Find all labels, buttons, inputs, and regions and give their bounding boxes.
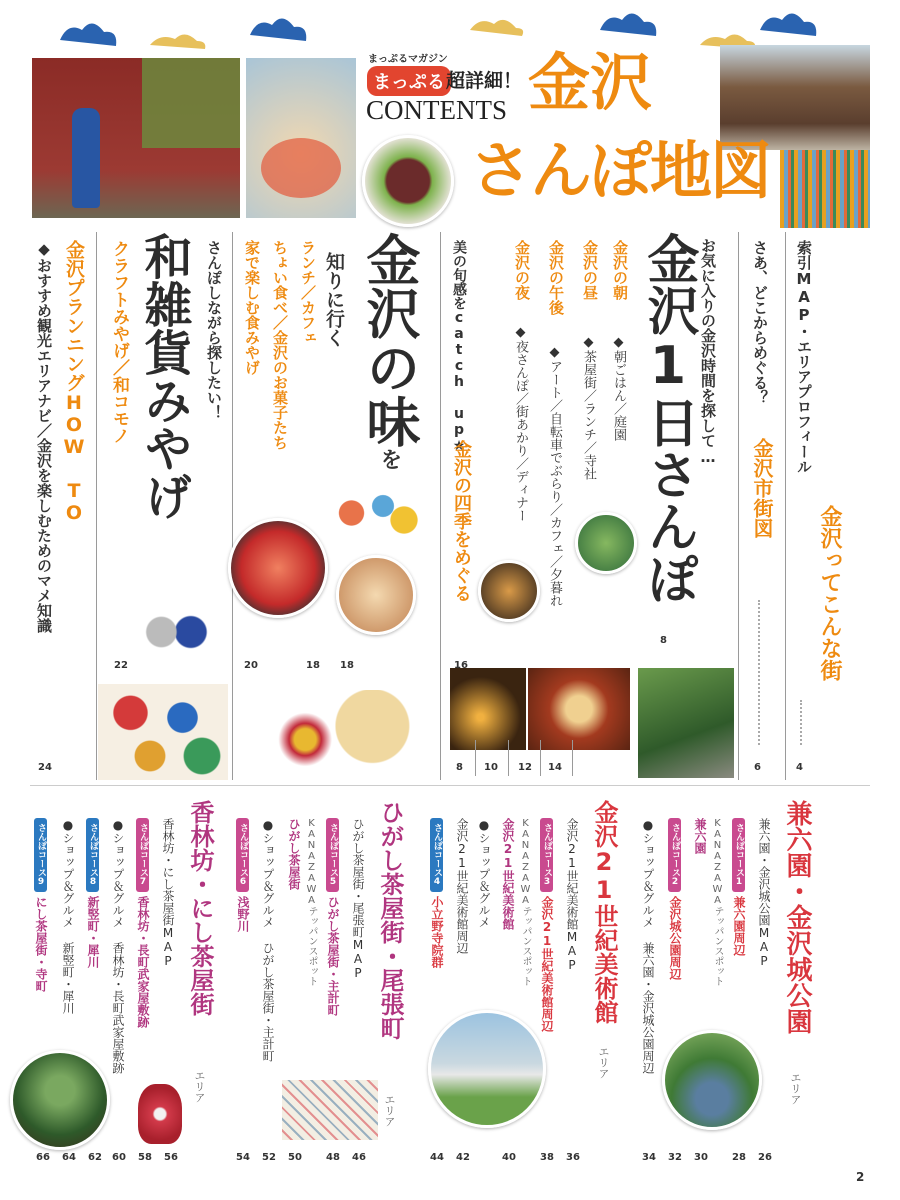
page-number: 60	[112, 1152, 126, 1163]
garden-path-photo	[638, 668, 734, 778]
entry6-title[interactable]: 和雑貨みやげ	[136, 232, 192, 520]
leader-dots	[800, 700, 802, 745]
page-number: 24	[38, 762, 52, 773]
column-divider	[738, 232, 739, 780]
page-number: 28	[732, 1152, 746, 1163]
zenzai-photo	[528, 668, 630, 750]
honey-pots-photo	[320, 478, 425, 548]
page-number: 40	[502, 1152, 516, 1163]
tick	[572, 740, 573, 776]
column-divider	[232, 232, 233, 780]
page-number: 66	[36, 1152, 50, 1163]
page-number: 22	[114, 660, 128, 671]
entry5-subtitle: 知りに行く	[323, 252, 345, 347]
page-number: 20	[244, 660, 258, 671]
page-number: 64	[62, 1152, 76, 1163]
page-number: 62	[88, 1152, 102, 1163]
entry3-item1-label: 金沢の朝	[611, 240, 629, 300]
page-number: 14	[548, 762, 562, 773]
tepan-label: KANAZAWAテッパンスポット	[306, 818, 317, 986]
garden-teahouse-circle-photo	[10, 1050, 110, 1150]
course-badge: さんぽコース5	[326, 818, 339, 892]
entry6-subtitle: さんぽしながら探したい！	[205, 240, 223, 420]
entry3-item2-label: 金沢の昼	[581, 240, 599, 300]
page-number: 52	[262, 1152, 276, 1163]
entry1-subtitle: 索引MAP・エリアプロフィール	[795, 240, 813, 474]
page-number: 16	[454, 660, 468, 671]
entry3-item1-desc: ◆朝ごはん／庭園	[611, 335, 626, 441]
entry3-item4-label: 金沢の夜	[513, 240, 531, 300]
contents-heading: CONTENTS	[366, 95, 507, 125]
kenrokuen-title[interactable]: 兼六園・金沢城公園	[782, 800, 812, 1034]
page-number: 18	[306, 660, 320, 671]
page-number: 38	[540, 1152, 554, 1163]
page-number: 44	[430, 1152, 444, 1163]
area-suffix: エリア	[383, 1094, 396, 1127]
kenrokuen-circle-photo	[662, 1030, 762, 1130]
pancake-photo	[238, 690, 430, 780]
column-divider	[785, 232, 786, 780]
seafood-bowl-circle-photo	[228, 518, 328, 618]
korinbo-shop1: ●ショップ＆グルメ 香林坊・長町武家屋敷跡	[111, 818, 125, 1074]
entry3-item3-label: 金沢の午後	[547, 240, 565, 315]
higashi-course5[interactable]: さんぽコース5ひがし茶屋街・主計町	[326, 818, 339, 1016]
page-number: 18	[340, 660, 354, 671]
course-badge: さんぽコース6	[236, 818, 249, 892]
sweets-plate-photo	[246, 58, 356, 218]
entry5-item1: ランチ／カフェ	[299, 240, 317, 345]
entry3-title[interactable]: 金沢1日さんぽ	[638, 232, 698, 604]
lanterns-photo	[450, 668, 526, 750]
entry3-item2-desc: ◆茶屋街／ランチ／寺社	[581, 335, 596, 480]
area-suffix: エリア	[789, 1072, 802, 1105]
brand-small: まっぷるマガジン	[368, 54, 448, 65]
museum21-course4[interactable]: さんぽコース4小立野寺院群	[430, 818, 443, 968]
entry6-item: クラフトみやげ／和コモノ	[109, 240, 129, 444]
entry3-item3-desc: ◆アート／自転車でぶらり／カフェ／夕暮れ	[547, 345, 562, 607]
page-number: 54	[236, 1152, 250, 1163]
page-number: 36	[566, 1152, 580, 1163]
silk-threads-photo	[780, 150, 870, 228]
cafe-circle-photo	[336, 555, 416, 635]
page-number: 34	[642, 1152, 656, 1163]
entry5-title[interactable]: 金沢の味	[358, 232, 421, 448]
korinbo-shop2: ●ショップ＆グルメ 新竪町・犀川	[61, 818, 75, 1014]
course-badge: さんぽコース2	[668, 818, 681, 892]
leader-dots	[758, 600, 760, 745]
tick	[475, 740, 476, 776]
course-badge: さんぽコース1	[732, 818, 745, 892]
korinbo-line1: 香林坊・にし茶屋街MAP	[161, 818, 175, 968]
course-badge: さんぽコース3	[540, 818, 553, 892]
kenrokuen-spot[interactable]: 兼六園	[693, 818, 707, 854]
page-number: 4	[796, 762, 803, 773]
entry2-title[interactable]: 金沢市街図	[750, 438, 774, 538]
museum21-course3[interactable]: さんぽコース3金沢21世紀美術館周辺	[540, 818, 553, 1032]
area-suffix: エリア	[193, 1070, 206, 1103]
entry7-title[interactable]: 金沢プランニングHOW TO	[63, 240, 85, 524]
brand-logo: まっぷる	[367, 66, 451, 96]
kenrokuen-shop: ●ショップ＆グルメ 兼六園・金沢城公園周辺	[641, 818, 655, 1074]
korinbo-title[interactable]: 香林坊・にし茶屋街	[186, 800, 214, 1016]
page-number: 8	[660, 635, 667, 646]
tepan-label: KANAZAWAテッパンスポット	[520, 818, 531, 986]
page-number: 50	[288, 1152, 302, 1163]
paper-goods-photo	[282, 1080, 378, 1140]
entry7-item: ◆おすすめ観光エリアナビ／金沢を楽しむためのマメ知識	[35, 240, 53, 633]
course-badge: さんぽコース7	[136, 818, 149, 892]
folio: 2	[856, 1170, 865, 1184]
section-divider	[30, 785, 870, 786]
page-number: 56	[164, 1152, 178, 1163]
kenrokuen-course1[interactable]: さんぽコース1兼六園周辺	[732, 818, 745, 956]
course-badge: さんぽコース4	[430, 818, 443, 892]
entry2-subtitle: さあ、どこからめぐる？	[751, 240, 769, 405]
dango-circle-photo	[362, 135, 454, 227]
geisha-street-photo	[32, 58, 240, 218]
museum21-shop: ●ショップ＆グルメ	[477, 818, 491, 928]
entry5-item3: 家で楽しむ食みやげ	[243, 240, 261, 375]
page-number: 6	[754, 762, 761, 773]
higashi-spot[interactable]: ひがし茶屋街	[287, 818, 301, 890]
tick	[508, 740, 509, 776]
entry5-item2: ちょい食べ／金沢のお菓子たち	[271, 240, 289, 450]
entry4-title[interactable]: 金沢の四季をめぐる	[451, 440, 472, 602]
page-number: 30	[694, 1152, 708, 1163]
tick	[540, 740, 541, 776]
page-title: 金沢	[528, 46, 653, 119]
entry5-title-suffix: を	[377, 448, 402, 470]
korinbo-course7[interactable]: さんぽコース7香林坊・長町武家屋敷跡	[136, 818, 149, 1028]
museum21-spot[interactable]: 金沢21世紀美術館	[501, 818, 515, 930]
page-number: 10	[484, 762, 498, 773]
higashi-course6[interactable]: さんぽコース6浅野川	[236, 818, 249, 932]
kenrokuen-course2[interactable]: さんぽコース2金沢城公園周辺	[668, 818, 681, 980]
page-number: 46	[352, 1152, 366, 1163]
page-number: 32	[668, 1152, 682, 1163]
page-number: 48	[326, 1152, 340, 1163]
column-divider	[440, 232, 441, 780]
museum21-title[interactable]: 金沢21世紀美術館	[590, 800, 618, 1024]
night-street-circle-photo	[478, 560, 540, 622]
area-suffix: エリア	[597, 1046, 610, 1079]
kenrokuen-line1: 兼六園・金沢城公園MAP	[757, 818, 771, 968]
museum21-line1: 金沢21世紀美術館MAP	[565, 818, 579, 972]
page-number: 42	[456, 1152, 470, 1163]
course-badge: さんぽコース8	[86, 818, 99, 892]
tagline: 超詳細！	[446, 70, 523, 92]
entry1-title[interactable]: 金沢ってこんな街	[817, 505, 842, 681]
page-number: 58	[138, 1152, 152, 1163]
tepan-label: KANAZAWAテッパンスポット	[712, 818, 723, 986]
entry3-subtitle: お気に入りの金沢時間を探して…	[699, 238, 717, 466]
page-subtitle: さんぽ地図	[470, 134, 771, 207]
column-divider	[96, 232, 97, 780]
museum21-shop-area: 金沢21世紀美術館周辺	[455, 818, 469, 954]
entry4-subtitle: 美の旬感をcatch up★	[451, 240, 467, 454]
garden-circle-photo	[575, 512, 637, 574]
higashi-title[interactable]: ひがし茶屋街・尾張町	[376, 800, 404, 1040]
earrings-photo	[132, 584, 216, 664]
page-number: 12	[518, 762, 532, 773]
page-number: 8	[456, 762, 463, 773]
higashi-shop: ●ショップ＆グルメ ひがし茶屋街・主計町	[261, 818, 275, 1062]
entry3-item4-desc: ◆夜さんぽ／街あかり／ディナー	[513, 325, 528, 522]
ceramic-plates-photo	[98, 684, 228, 780]
course-badge: さんぽコース9	[34, 818, 47, 892]
omamori-photo	[138, 1084, 182, 1144]
korinbo-course9[interactable]: さんぽコース9にし茶屋街・寺町	[34, 818, 47, 992]
higashi-line1: ひがし茶屋街・尾張町MAP	[351, 818, 365, 980]
page-number: 26	[758, 1152, 772, 1163]
korinbo-course8[interactable]: さんぽコース8新竪町・犀川	[86, 818, 99, 968]
museum21-circle-photo	[428, 1010, 546, 1128]
